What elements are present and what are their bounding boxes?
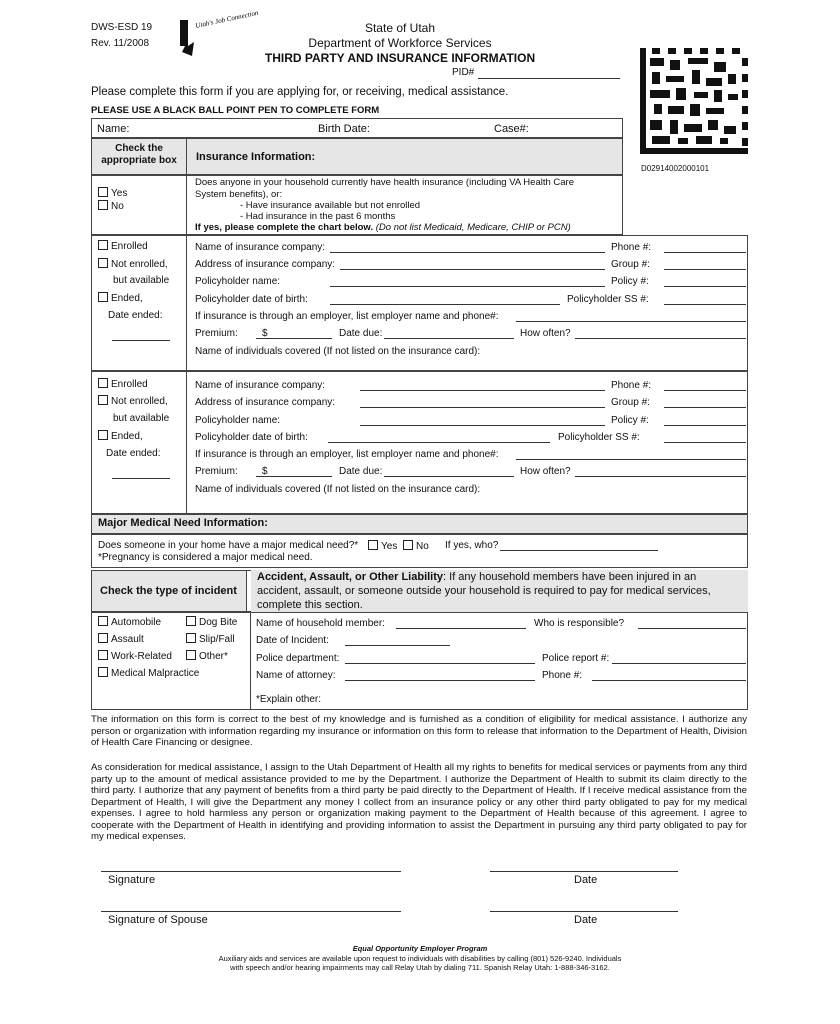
p1-group: Group #: (611, 259, 650, 270)
slip-fall-option[interactable]: Slip/Fall (186, 633, 235, 645)
p2-employer: If insurance is through an employer, list employer name and phone#: (195, 449, 499, 460)
p2-date-due: Date due: (339, 466, 383, 477)
birth-date-label: Birth Date: (318, 123, 370, 135)
p2-not-enrolled[interactable]: Not enrolled, (98, 395, 168, 407)
eoe-statement: Equal Opportunity Employer Program (352, 944, 488, 953)
p2-company-name: Name of insurance company: (195, 380, 326, 391)
pid-field[interactable] (478, 78, 620, 79)
yes-checkbox[interactable] (98, 187, 108, 197)
signature-line[interactable] (101, 871, 401, 872)
major-medical-yes[interactable]: Yes (368, 540, 397, 552)
footer-line-2: with speech and/or hearing impairments may call Relay Utah by dialing 711. Spanish Relay Utah: 1-888-346-3162. (230, 963, 610, 972)
p2-ended[interactable]: Ended, (98, 430, 143, 442)
attorney-phone-label: Phone #: (542, 670, 583, 681)
no-checkbox[interactable] (98, 200, 108, 210)
spouse-signature-line[interactable] (101, 911, 401, 912)
major-medical-if-yes: If yes, who? (445, 540, 499, 551)
p1-employer: If insurance is through an employer, list employer name and phone#: (195, 311, 499, 322)
instruction-text: Please complete this form if you are applying for, or receiving, medical assistance. (91, 86, 509, 98)
insurance-info-title: Insurance Information: (196, 151, 316, 163)
2d-barcode (640, 48, 748, 154)
p2-covered: Name of individuals covered (If not listed on the insurance card): (195, 484, 481, 495)
p2-phone: Phone #: (611, 380, 652, 391)
department-name: Department of Workforce Services (308, 36, 492, 50)
automobile-option[interactable]: Automobile (98, 616, 161, 628)
p1-company-name: Name of insurance company: (195, 242, 326, 253)
p1-holder-name: Policyholder name: (195, 276, 281, 287)
accident-title: Accident, Assault, or Other Liability: If any household members have been injured in an (257, 571, 697, 583)
check-box-label: Check the appropriate box (101, 143, 177, 166)
work-related-option[interactable]: Work-Related (98, 650, 172, 662)
p1-ended[interactable]: Ended, (98, 292, 143, 304)
p1-enrolled[interactable]: Enrolled (98, 240, 148, 252)
household-member-label: Name of household member: (256, 618, 385, 629)
date-line-1[interactable] (490, 871, 678, 872)
p2-date-ended: Date ended: (106, 448, 161, 459)
question-line-2: System benefits), or: (195, 189, 283, 200)
pid-label: PID# (452, 67, 475, 78)
utah-job-connection-logo (176, 8, 260, 60)
other-option[interactable]: Other* (186, 650, 228, 662)
p1-covered: Name of individuals covered (If not listed on the insurance card): (195, 346, 481, 357)
p1-premium: Premium: (195, 328, 238, 339)
name-label: Name: (97, 123, 130, 135)
authorization-paragraph: The information on this form is correct to the best of my knowledge and is furnished as a condition of eligibility for medical assistance. I authorize any person or organization with information regarding my insurance or information on this form to release that information to the Department of Health, Division of Health Care Financing or designee. (91, 714, 747, 748)
question-yes[interactable]: Yes (98, 187, 127, 199)
page-title: THIRD PARTY AND INSURANCE INFORMATION (264, 51, 536, 65)
p2-premium: Premium: (195, 466, 238, 477)
assault-option[interactable]: Assault (98, 633, 144, 645)
dog-bite-option[interactable]: Dog Bite (186, 616, 237, 628)
incident-date-label: Date of Incident: (256, 635, 329, 646)
explain-other-label: *Explain other: (256, 694, 322, 705)
case-label: Case#: (494, 123, 529, 135)
p2-enrolled[interactable]: Enrolled (98, 378, 148, 390)
barcode-number: D02914002000101 (641, 164, 710, 173)
p2-holder-name: Policyholder name: (195, 415, 281, 426)
question-line-4: - Had insurance in the past 6 months (240, 211, 396, 222)
attorney-label: Name of attorney: (256, 670, 336, 681)
major-medical-question: Does someone in your home have a major medical need?* (98, 540, 359, 551)
p1-company-address: Address of insurance company: (195, 259, 336, 270)
p1-date-due: Date due: (339, 328, 383, 339)
incident-type-label: Check the type of incident (100, 585, 237, 597)
footer-line-1: Auxiliary aids and services are available upon request to individuals with disabilities by calling (801) 526-9240. Individuals (218, 954, 622, 963)
p1-but-available: but available (113, 275, 170, 286)
p2-holder-ss: Policyholder SS #: (558, 432, 640, 443)
p1-date-ended-field[interactable] (112, 340, 170, 341)
assignment-paragraph: As consideration for medical assistance, I assign to the Utah Department of Health all my rights to benefits for medical services or payments from any third party up to the amount of medical assistance provided to me by the Department. I authorize the Department of Health to submit its claim directly to the third party. I authorize that any payment of benefits from a third party be paid directly to the Department of Health. If I receive medical assistance from the Department of Health, I will give the Department any money I collect from an insurance policy or any other third party obligated to pay for my medical expenses. I agree to hold harmless any person or organization making payment to the Department of Health because of this agreement. I agree to cooperate with the Department of Health in identifying and providing information to assist the Department in pursuing any third party obligated to pay for my medical expenses. (91, 762, 747, 842)
date-label-2: Date (574, 914, 598, 926)
p1-holder-dob: Policyholder date of birth: (195, 294, 308, 305)
p1-how-often: How often? (520, 328, 571, 339)
date-line-2[interactable] (490, 911, 678, 912)
date-label-1: Date (574, 874, 598, 886)
p2-policy-num: Policy #: (611, 415, 649, 426)
p1-date-ended: Date ended: (108, 310, 163, 321)
question-line-5: If yes, please complete the chart below. (Do not list Medicaid, Medicare, CHIP or PCN) (195, 222, 571, 233)
responsible-label: Who is responsible? (534, 618, 625, 629)
p2-but-available: but available (113, 413, 170, 424)
p1-phone: Phone #: (611, 242, 652, 253)
spouse-signature-label: Signature of Spouse (108, 914, 208, 926)
question-no[interactable]: No (98, 200, 124, 212)
form-id: DWS-ESD 19 (91, 22, 153, 33)
p2-group: Group #: (611, 397, 650, 408)
p2-holder-dob: Policyholder date of birth: (195, 432, 308, 443)
form-revision: Rev. 11/2008 (91, 38, 150, 49)
logo-text: Utah's Job Connection (194, 8, 260, 30)
question-line-1: Does anyone in your household currently have health insurance (including VA Health Care (195, 177, 574, 188)
p1-not-enrolled[interactable]: Not enrolled, (98, 258, 168, 270)
pen-instruction: PLEASE USE A BLACK BALL POINT PEN TO COMPLETE FORM (91, 105, 380, 116)
p1-policy-num: Policy #: (611, 276, 649, 287)
police-report-label: Police report #: (542, 653, 610, 664)
state-name: State of Utah (364, 21, 436, 35)
major-medical-no[interactable]: No (403, 540, 429, 552)
malpractice-option[interactable]: Medical Malpractice (98, 667, 199, 679)
signature-label: Signature (108, 874, 156, 886)
accident-line-2: accident, assault, or someone outside your household is required to pay for medical services, (257, 585, 711, 597)
question-line-3: - Have insurance available but not enrolled (240, 200, 421, 211)
p2-how-often: How often? (520, 466, 571, 477)
major-medical-title: Major Medical Need Information: (98, 517, 268, 529)
pregnancy-note: *Pregnancy is considered a major medical need. (98, 552, 313, 563)
police-department-label: Police department: (256, 653, 340, 664)
accident-line-3: complete this section. (257, 599, 363, 611)
p1-holder-ss: Policyholder SS #: (567, 294, 649, 305)
p2-company-address: Address of insurance company: (195, 397, 336, 408)
